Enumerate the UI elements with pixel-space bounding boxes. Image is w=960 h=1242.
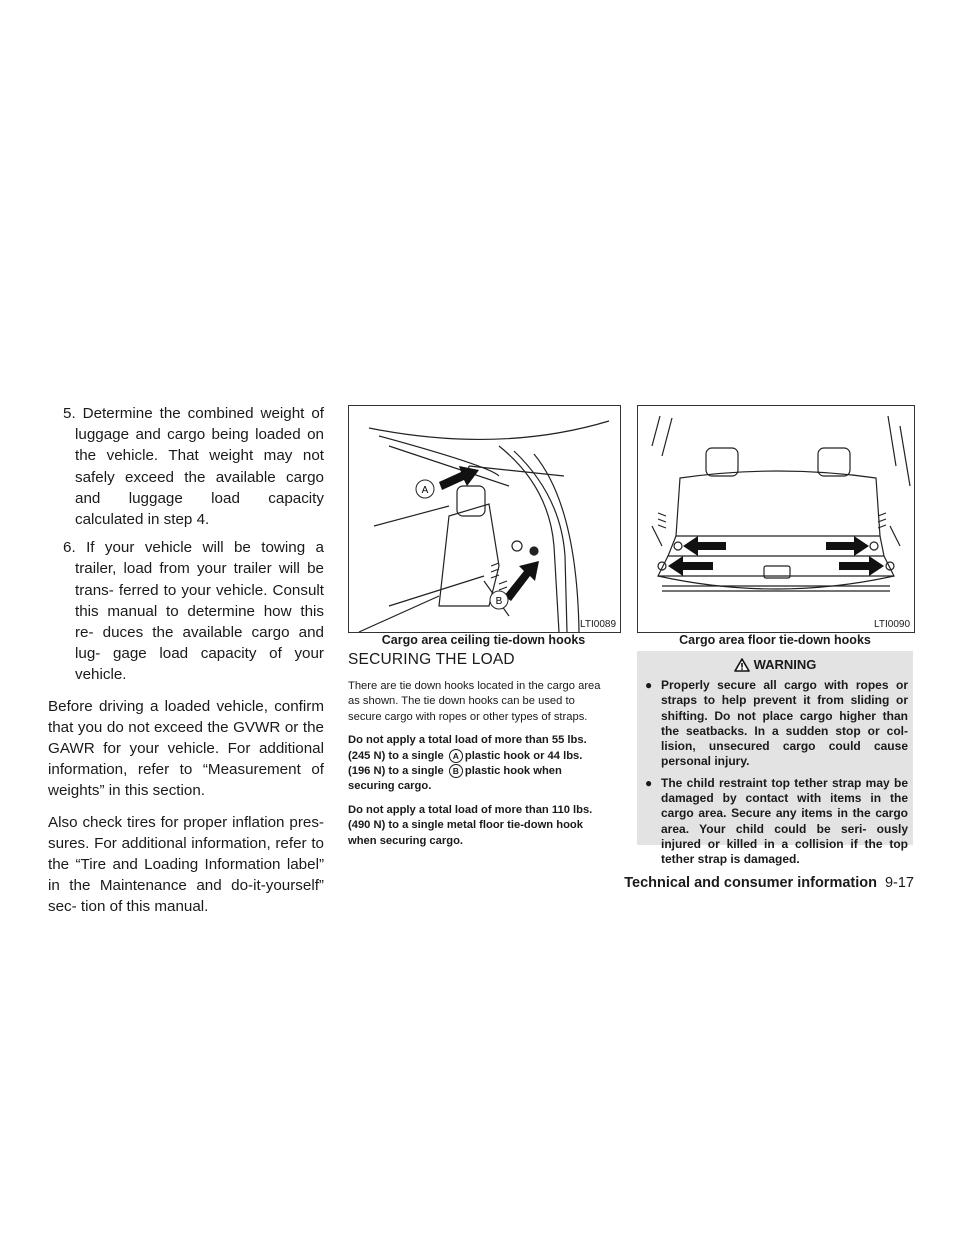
bullet-icon: ● (645, 775, 653, 790)
figure-code: LTI0090 (874, 619, 910, 630)
warning-title: WARNING (637, 657, 913, 672)
footer-section-title: Technical and consumer information (624, 875, 877, 891)
page-number: 9-17 (884, 875, 914, 891)
caption-floor-hooks: Cargo area floor tie-down hooks (679, 633, 871, 647)
label-b: B (495, 596, 503, 607)
page-footer (620, 875, 914, 891)
figure-floor-hooks (637, 405, 915, 633)
paragraph-tires: Also check tires for proper inflation pres- sures. For additional information, refer to the “Tire and Loading Information label” in the Maintenance and do-it-yourself” sec- tion of this manual. (48, 813, 324, 916)
securing-load-section (348, 651, 606, 857)
figure-ceiling-hooks (348, 405, 621, 633)
warning-list (637, 678, 913, 868)
paragraph-gvwr: Before driving a loaded vehicle, confirm that you do not exceed the GVWR or the GAWR for your vehicle. For additional information, refer to “Measurement of weights” in this section. (48, 697, 324, 800)
floor-hooks-illustration (638, 406, 914, 632)
caption-ceiling-hooks: Cargo area ceiling tie-down hooks (381, 633, 586, 647)
hook-a-marker: A (449, 749, 463, 763)
warning-item: ● Properly secure all cargo with ropes or straps to help prevent it from sliding or shifting. Do not place cargo higher than the seatbacks. In a sudden stop or col- lision, unsecured cargo could cause personal injury. (645, 678, 908, 769)
ceiling-hooks-illustration (349, 406, 620, 632)
plastic-hook-load-limit: Do not apply a total load of more than 55 lbs. (245 N) to a single A plastic hook or 44 lbs. (196 N) to a single B plastic hook when securing cargo. (348, 734, 587, 793)
metal-hook-load-limit: Do not apply a total load of more than 110 lbs. (490 N) to a single metal floor tie-down hook when securing cargo. (348, 803, 593, 847)
warning-item: ● The child restraint top tether strap may be damaged by contact with items in the cargo area. Secure any items in the cargo area. Your child could be seri- ously injured or killed in a collision if the top tether strap is damaged. (645, 775, 908, 867)
hook-b-marker: B (449, 764, 463, 778)
section-intro: There are tie down hooks located in the cargo area as shown. The tie down hooks can be used to secure cargo with ropes or other types of straps. (348, 680, 601, 723)
figure-code: LTI0089 (580, 619, 616, 630)
step-5: 5. Determine the combined weight of luggage and cargo being loaded on the vehicle. That weight may not safely exceed the available cargo and luggage load capacity calculated in step 4. (63, 405, 324, 529)
left-column (48, 403, 324, 918)
warning-icon (734, 658, 750, 672)
step-6: 6. If your vehicle will be towing a trailer, load from your trailer will be trans- ferred to your vehicle. Consult this manual to determine how this re- duces the available cargo and lug- gage load capacity of your vehicle. (63, 539, 324, 684)
bullet-icon: ● (645, 678, 653, 692)
label-a: A (421, 485, 429, 496)
section-heading: SECURING THE LOAD (348, 651, 515, 668)
warning-box (637, 651, 913, 867)
